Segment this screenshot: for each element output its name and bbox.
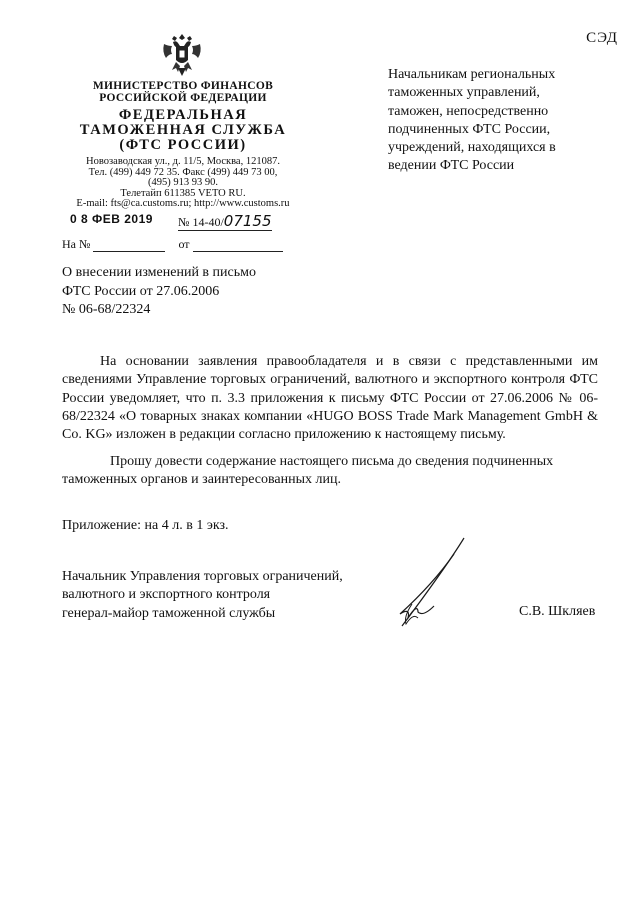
- reference-date-label: от: [178, 237, 190, 251]
- sed-mark: СЭД: [586, 30, 618, 46]
- reference-row: [62, 237, 283, 252]
- subject-line: О внесении изменений в письмо: [62, 265, 256, 280]
- handwritten-signature: [388, 536, 478, 636]
- ministry-line: РОССИЙСКОЙ ФЕДЕРАЦИИ: [99, 92, 267, 104]
- service-line: ФЕДЕРАЛЬНАЯ: [118, 107, 248, 123]
- subject-line: ФТС России от 27.06.2006: [62, 283, 220, 299]
- outgoing-number: [178, 212, 272, 231]
- ministry-line: МИНИСТЕРСТВО ФИНАНСОВ: [92, 80, 274, 92]
- date-stamp: 0 8 ФЕВ 2019: [70, 212, 153, 226]
- contact-line: E-mail: fts@ca.customs.ru; http://www.customs.ru: [76, 198, 290, 209]
- outgoing-number-prefix: № 14-40/: [178, 215, 224, 229]
- signatory-position: [62, 568, 382, 623]
- subject-line: № 06-68/22324: [62, 302, 151, 317]
- position-line: Начальник Управления торговых ограничений,: [62, 569, 343, 584]
- contact-details: [48, 157, 318, 210]
- subject-block: [62, 264, 302, 320]
- position-line: валютного и экспортного контроля: [62, 587, 271, 603]
- reference-number-blank: [93, 240, 165, 252]
- contact-line: Телетайп 611385 VETO RU.: [120, 187, 246, 199]
- reference-date-blank: [193, 240, 283, 252]
- service-line: ТАМОЖЕННАЯ СЛУЖБА: [79, 122, 287, 138]
- reference-number-label: На №: [62, 237, 91, 251]
- service-name: [58, 108, 308, 153]
- signatory-name: С.В. Шкляев: [519, 604, 596, 619]
- contact-line: Тел. (499) 449 72 35. Факс (499) 449 73 00,: [88, 166, 278, 178]
- contact-line: Новозаводская ул., д. 11/5, Москва, 121087.: [86, 156, 280, 167]
- body-paragraph: Прошу довести содержание настоящего письма до сведения подчиненных таможенных органов и заинтересованных лиц.: [62, 454, 554, 488]
- outgoing-number-handwritten: 07155: [223, 212, 272, 230]
- double-headed-eagle-emblem-icon: [160, 30, 204, 78]
- ministry-name: [58, 80, 308, 104]
- service-line: (ФТС РОССИИ): [119, 137, 247, 153]
- body-paragraph: На основании заявления правообладателя и в связи с представленными им сведениями Управление торговых ограничений, валютного и экспортного контроля ФТС России уведомляет, что п. 3.3 приложения к письму ФТС России от 27.06.2006 № 06-68/22324 «О товарных знаках компании «HUGO BOSS Trade Mark Management GmbH & Co. KG» изложен в редакции согласно приложению к настоящему письму.: [62, 354, 598, 443]
- position-line: генерал-майор таможенной службы: [62, 605, 276, 621]
- addressee-block: Начальникам региональных таможенных управлений, таможен, непосредственно подчиненных ФТС России, учреждений, находящихся в ведении ФТС России: [388, 67, 556, 174]
- attachment-note: Приложение: на 4 л. в 1 экз.: [62, 518, 229, 533]
- contact-line: (495) 913 93 90.: [148, 177, 218, 188]
